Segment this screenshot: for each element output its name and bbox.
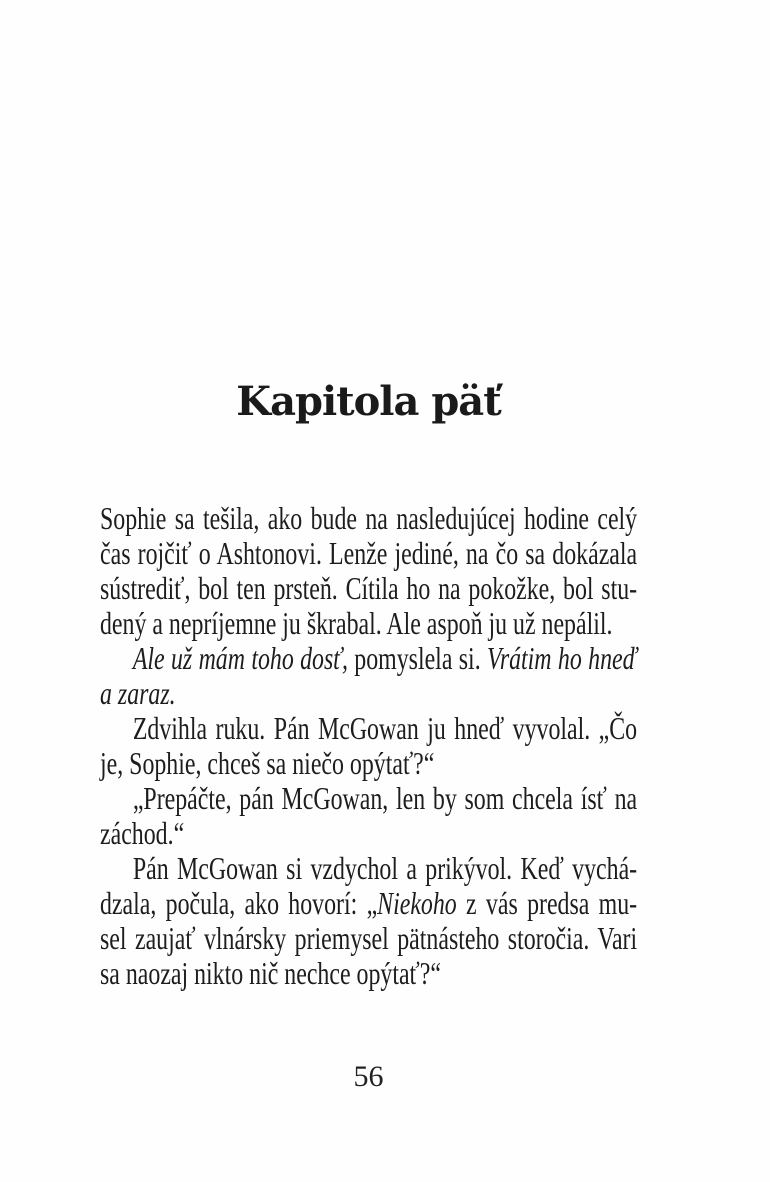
text-segment: „Prepáčte, pán McGowan, len by som chcela ísť na [132,780,638,816]
text-line [100,851,637,886]
text-segment: čas rojčiť o Ashtonovi. Lenže jediné, na čo sa dokázala [100,535,638,571]
text-line [100,641,637,676]
body-text [100,501,637,991]
text-segment: dený a nepríjemne ju škrabal. Ale aspoň ju už nepálil. [100,605,613,641]
text-segment: Sophie sa tešila, ako bude na nasledujúcej hodine celý [100,500,638,536]
paragraph-5 [100,851,637,991]
text-line [100,956,637,991]
text-segment-italic: Niekoho [377,885,457,921]
text-segment: sa naozaj nikto nič nechce opýtať?“ [100,955,441,991]
text-segment: sústrediť, bol ten prsteň. Cítila ho na pokožke, bol stu- [100,570,638,606]
paragraph-2 [100,641,637,711]
text-line [100,711,637,746]
text-line [100,676,637,711]
text-line [100,571,637,606]
text-line [100,536,637,571]
paragraph-3 [100,711,637,781]
text-line [100,501,637,536]
text-segment: dzala, počula, ako hovorí: „ [100,885,378,921]
text-segment-italic: Vrátim ho hneď [487,640,638,676]
paragraph-4 [100,781,637,851]
text-segment-italic: Ale už mám toho dosť, [132,640,348,676]
page-number: 56 [353,1060,384,1093]
text-line [100,921,637,956]
paragraph-1 [100,501,637,641]
text-segment: Zdvihla ruku. Pán McGowan ju hneď vyvolal. „Čo [132,710,638,746]
text-line [100,816,637,851]
text-segment: je, Sophie, chceš sa niečo opýtať?“ [100,745,435,781]
text-segment: z vás predsa mu- [456,885,638,921]
text-segment-italic: a zaraz. [100,675,176,711]
text-segment: pomyslela si. [347,640,488,676]
text-line [100,886,637,921]
text-line [100,746,637,781]
chapter-heading: Kapitola päť [236,378,501,425]
text-segment: sel zaujať vlnársky priemysel pätnásteho storočia. Vari [100,920,638,956]
text-segment: záchod.“ [100,815,185,851]
text-segment: Pán McGowan si vzdychol a prikývol. Keď vychá- [132,850,638,886]
text-line [100,781,637,816]
text-line [100,606,637,641]
